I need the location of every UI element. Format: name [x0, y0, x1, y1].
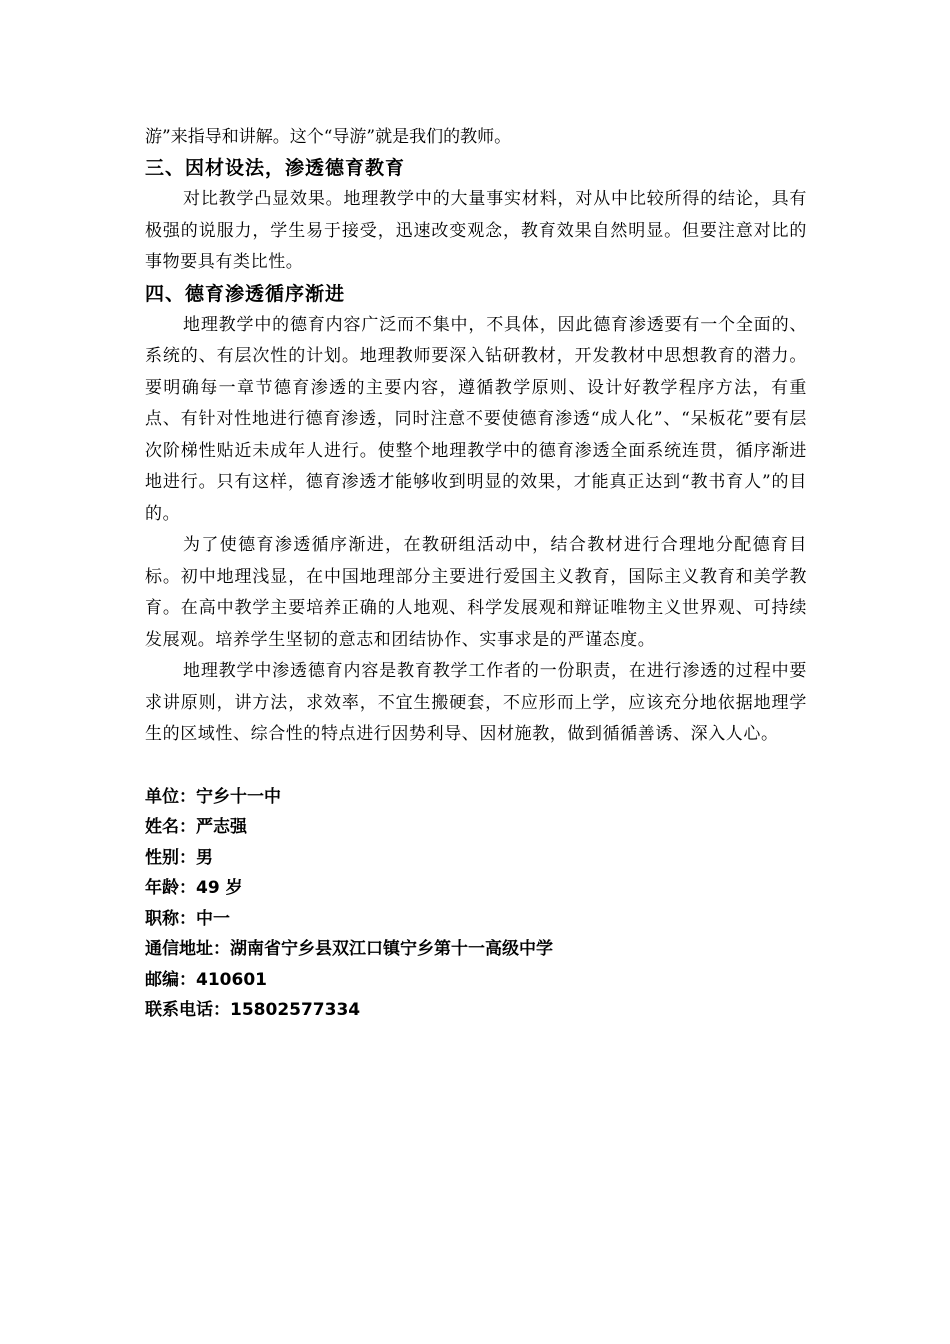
- author-gender: 性别：男: [145, 847, 213, 868]
- author-name: 姓名：严志强: [145, 817, 247, 837]
- author-title: 职称：中一: [145, 908, 230, 929]
- section-4-paragraph-3: 地理教学中渗透德育内容是教育教学工作者的一份职责，在进行渗透的过程中要求讲原则，讲方法，求效率，不宜生搬硬套，不应形而上学，应该充分地依据地理学生的区域性、综合性的特点进行因势利导、因材施教，做到循循善诱、深入人心。: [145, 661, 807, 744]
- section-3-heading: 三、因材设法，渗透德育教育: [145, 157, 406, 179]
- author-info-block: [145, 782, 807, 1026]
- author-address: 通信地址：湖南省宁乡县双江口镇宁乡第十一高级中学: [145, 939, 553, 959]
- section-4-paragraph-2: 为了使德育渗透循序渐进，在教研组活动中，结合教材进行合理地分配德育目标。初中地理浅显，在中国地理部分主要进行爱国主义教育，国际主义教育和美学教育。在高中教学主要培养正确的人地观、科学发展观和辩证唯物主义世界观、可持续发展观。培养学生坚韧的意志和团结协作、实事求是的严谨态度。: [145, 535, 807, 650]
- section-spacer: [145, 751, 807, 782]
- author-postcode: 邮编：410601: [145, 969, 267, 990]
- section-4-paragraph-1: 地理教学中的德育内容广泛而不集中，不具体，因此德育渗透要有一个全面的、系统的、有层次性的计划。地理教师要深入钻研教材，开发教材中思想教育的潜力。要明确每一章节德育渗透的主要内容，遵循教学原则、设计好教学程序方法，有重点、有针对性地进行德育渗透，同时注意不要使德育渗透“成人化”、“呆板花”要有层次阶梯性贴近未成年人进行。使整个地理教学中的德育渗透全面系统连贯，循序渐进地进行。只有这样，德育渗透才能够收到明显的效果，才能真正达到“教书育人”的目的。: [145, 314, 807, 524]
- section-4-heading: 四、德育渗透循序渐进: [145, 282, 346, 305]
- author-unit: 单位：宁乡十一中: [145, 786, 281, 807]
- document-page: [145, 122, 807, 1026]
- section-3-paragraph-1: 对比教学凸显效果。地理教学中的大量事实材料，对从中比较所得的结论，具有极强的说服力，学生易于接受，迅速改变观念，教育效果自然明显。但要注意对比的事物要具有类比性。: [145, 189, 807, 272]
- author-phone: 联系电话：15802577334: [145, 1000, 361, 1020]
- author-age: 年龄：49 岁: [145, 878, 243, 898]
- intro-line: 游”来指导和讲解。这个“导游”就是我们的教师。: [145, 127, 512, 147]
